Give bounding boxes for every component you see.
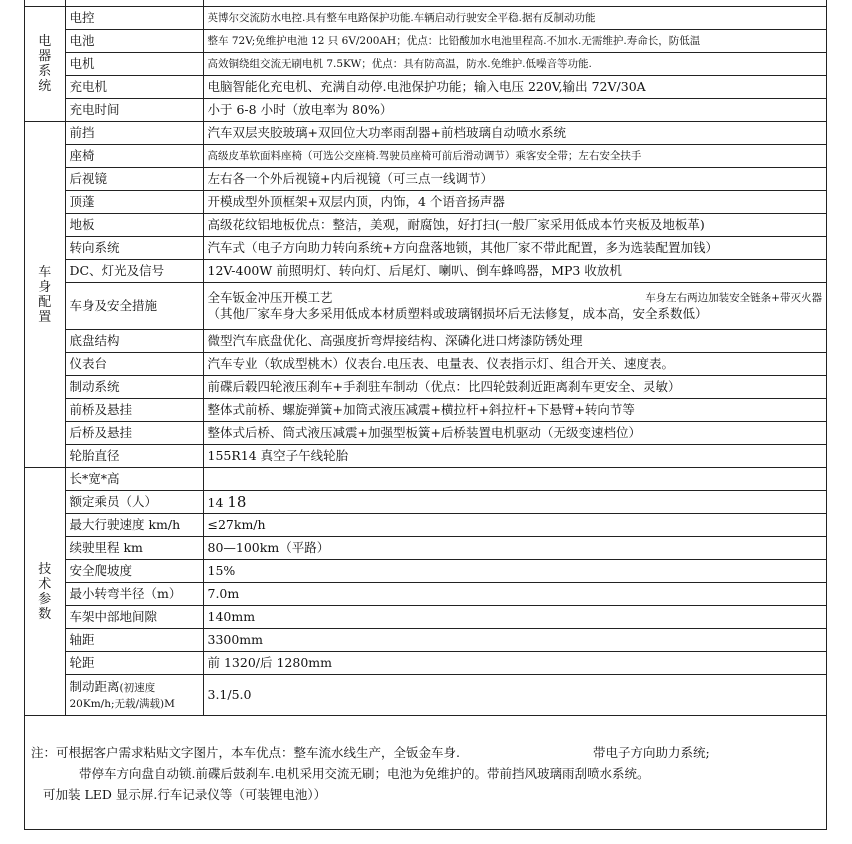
spec-name: 长*宽*高 [65,468,203,491]
spec-value: 高级皮革软面料座椅（可选公交座椅.驾驶员座椅可前后滑动调节）乘客安全带；左右安全扶手 [203,145,826,168]
spec-row [25,30,826,53]
spec-name: 电机 [65,53,203,76]
spec-name: 电控 [65,7,203,30]
spec-value: 80—100km（平路） [203,537,826,560]
spec-value: 汽车双层夹胶玻璃+双回位大功率雨刮器+前档玻璃自动喷水系统 [203,122,826,145]
spec-value [203,468,826,491]
spec-name: 最小转弯半径（m） [65,583,203,606]
spec-row [25,606,826,629]
spec-value: 英博尔交流防水电控.具有整车电路保护功能.车辆启动行驶安全平稳.据有反制动功能 [203,7,826,30]
spec-row [25,168,826,191]
spec-value: 12V-400W 前照明灯、转向灯、后尾灯、喇叭、倒车蜂鸣器，MP3 收放机 [203,260,826,283]
spec-row [25,260,826,283]
spec-name: DC、灯光及信号 [65,260,203,283]
spec-row [25,7,826,30]
spec-name: 车身及安全措施 [65,283,203,330]
spec-name [65,675,203,716]
spec-row [25,214,826,237]
spec-name: 电池 [65,30,203,53]
spec-value: ≤27km/h [203,514,826,537]
spec-name: 转向系统 [65,237,203,260]
spec-name: 座椅 [65,145,203,168]
spec-value: 电脑智能化充电机、充满自动停.电池保护功能；输入电压 220V,输出 72V/30A [203,76,826,99]
spec-name: 最大行驶速度 km/h [65,514,203,537]
spec-row [25,122,826,145]
spec-name: 续驶里程 km [65,537,203,560]
spec-row [25,491,826,514]
spec-value: 3300mm [203,629,826,652]
category-tech: 技术参数 [25,468,65,716]
spec-value: 整体式前桥、螺旋弹簧+加筒式液压减震+横拉杆+斜拉杆+下悬臂+转向节等 [203,399,826,422]
spec-name: 轴距 [65,629,203,652]
spec-row [25,53,826,76]
spec-value: 整车 72V;免维护电池 12 只 6V/200AH；优点：比铅酸加水电池里程高.不加水.无需维护.寿命长，防低温 [203,30,826,53]
spec-row [25,330,826,353]
spec-value: 前 1320/后 1280mm [203,652,826,675]
spec-name: 底盘结构 [65,330,203,353]
spec-name: 后视镜 [65,168,203,191]
spec-name: 额定乘员（人） [65,491,203,514]
spec-row [25,537,826,560]
category-electric: 电器系统 [25,7,65,122]
footnote-line: 带停车方向盘自动锁.前碟后鼓刹车.电机采用交流无刷；电池为免维护的。带前挡风玻璃雨刮喷水系统。 [79,766,650,781]
spec-table [25,0,826,716]
spec-row [25,399,826,422]
footnote [25,742,826,805]
spec-row [25,99,826,122]
spec-value: 汽车专业（软成型桃木）仪表台.电压表、电量表、仪表指示灯、组合开关、速度表。 [203,353,826,376]
spec-row [25,514,826,537]
spec-sheet [24,0,827,830]
spec-value: 高效铜绕组交流无刷电机 7.5KW；优点：具有防高温，防水.免维护.低噪音等功能. [203,53,826,76]
spec-row [25,376,826,399]
spec-name: 轮胎直径 [65,445,203,468]
spec-row [25,445,826,468]
spec-name: 充电机 [65,76,203,99]
spec-value: 14 18 [203,491,826,514]
spec-row [25,675,826,716]
spec-row [25,145,826,168]
spec-row [25,76,826,99]
spec-value: 整体式后桥、筒式液压减震+加强型板簧+后桥装置电机驱动（无级变速档位） [203,422,826,445]
spec-value: 微型汽车底盘优化、高强度折弯焊接结构、深磷化进口烤漆防锈处理 [203,330,826,353]
spec-row [25,560,826,583]
spec-name: 制动系统 [65,376,203,399]
spec-name: 顶蓬 [65,191,203,214]
footnote-line: 可加装 LED 显示屏.行车记录仪等（可装锂电池）） [43,787,327,802]
spec-value [203,283,826,330]
spec-value-line: （其他厂家车身大多采用低成本材质塑料或玻璃钢损坏后无法修复，成本高，安全系数低） [207,306,708,321]
spec-name: 前桥及悬挂 [65,399,203,422]
spec-value: 7.0m [203,583,826,606]
spec-name-line: 制动距离(初速度 [69,678,156,694]
spec-row [25,468,826,491]
spec-value: 前碟后毂四轮液压刹车+手刹驻车制动（优点：比四轮鼓刹近距离刹车更安全、灵敏） [203,376,826,399]
spec-value: 3.1/5.0 [203,675,826,716]
spec-value: 开模成型外顶框架+双层内顶，内饰，4 个语音扬声器 [203,191,826,214]
spec-name: 地板 [65,214,203,237]
spec-name-line: 20Km/h;无载/满载)M [69,697,175,710]
spec-name: 充电时间 [65,99,203,122]
spec-name: 轮距 [65,652,203,675]
spec-value: 汽车式（电子方向助力转向系统+方向盘落地锁，其他厂家不带此配置，多为选装配置加钱） [203,237,826,260]
spec-row [25,583,826,606]
spec-name: 安全爬坡度 [65,560,203,583]
spec-row [25,353,826,376]
spec-value: 高级花纹铝地板优点：整洁，美观，耐腐蚀，好打扫(一般厂家采用低成本竹夹板及地板革) [203,214,826,237]
category-body: 车身配置 [25,122,65,468]
spec-row [25,629,826,652]
spec-value: 155R14 真空子午线轮胎 [203,445,826,468]
spec-row [25,237,826,260]
spec-name: 仪表台 [65,353,203,376]
spec-row [25,191,826,214]
spec-name: 后桥及悬挂 [65,422,203,445]
footnote-line: 注：可根据客户需求粘贴文字图片，本车优点：整车流水线生产，全钣金车身. 带电子方向助力系统; [31,745,710,760]
spec-value: 小于 6-8 小时（放电率为 80%） [203,99,826,122]
spec-name: 车架中部地间隙 [65,606,203,629]
spec-row [25,283,826,330]
spec-value-line: 全车钣金冲压开模工艺 车身左右两边加装安全链条+带灭火器 [207,290,822,305]
spec-value: 15% [203,560,826,583]
spec-row [25,652,826,675]
spec-row [25,422,826,445]
spec-value: 左右各一个外后视镜+内后视镜（可三点一线调节） [203,168,826,191]
spec-value: 140mm [203,606,826,629]
spec-name: 前挡 [65,122,203,145]
